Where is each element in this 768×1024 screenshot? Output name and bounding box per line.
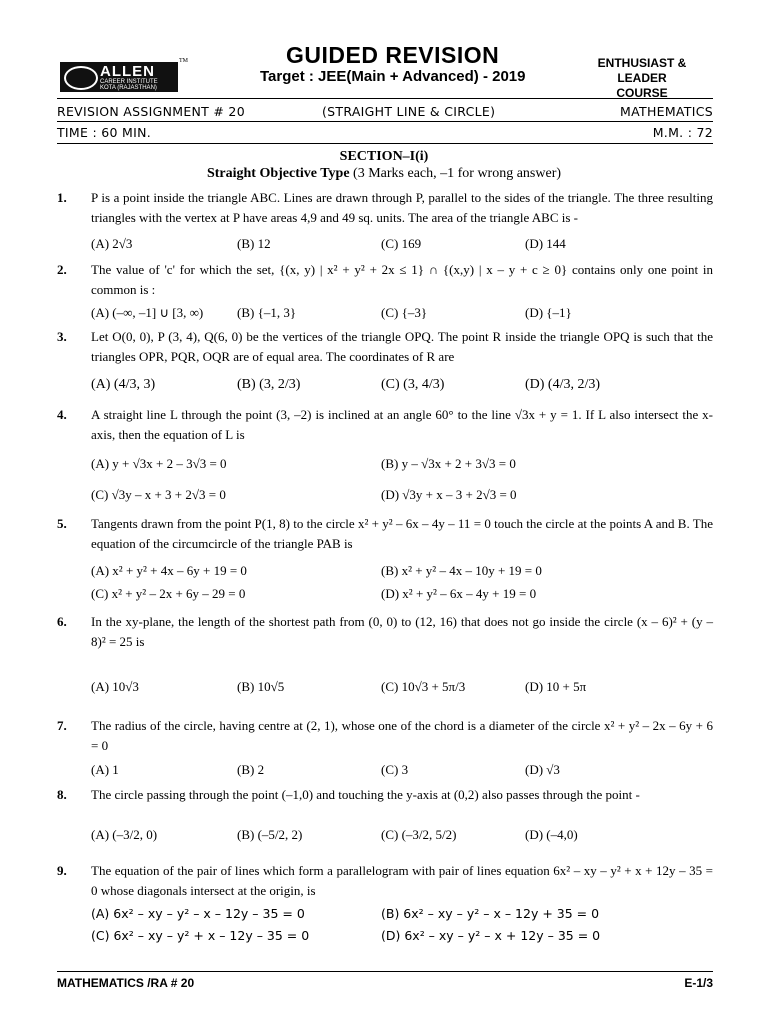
subject-label: MATHEMATICS (620, 104, 713, 119)
option-d: (D) (4/3, 2/3) (525, 377, 601, 392)
option-d: (D) 144 (525, 236, 566, 251)
option-c: (C) {–3} (381, 305, 428, 320)
option-d: (D) √3y + x – 3 + 2√3 = 0 (381, 487, 517, 502)
option-c: (C) x² + y² – 2x + 6y – 29 = 0 (91, 586, 246, 601)
option-a: (A) 2√3 (91, 236, 133, 251)
option-c: (C) 169 (381, 236, 422, 251)
logo-subtitle: CAREER INSTITUTE KOTA (RAJASTHAN) (100, 79, 158, 91)
question-text: P is a point inside the triangle ABC. Lines are drawn through P, parallel to the sides of the triangle. The three resulting triangles with the vertex at P have areas 4,9 and 49 sq. units. The area of the triangle ABC is - (91, 190, 713, 225)
page-title: GUIDED REVISION (286, 42, 500, 68)
option-b: (B) 10√5 (237, 679, 285, 694)
option-a: (A) (4/3, 3) (91, 377, 156, 392)
question-text: Tangents drawn from the point P(1, 8) to the circle x² + y² – 6x – 4y – 11 = 0 touch the circle at the points A and B. The equation of the circumcircle of the triangle PAB is (91, 516, 713, 551)
option-d: (D) 10 + 5π (525, 679, 587, 694)
option-a: (A) 10√3 (91, 679, 139, 694)
option-d: (D) x² + y² – 6x – 4y + 19 = 0 (381, 586, 537, 601)
option-a: (A) 1 (91, 762, 119, 777)
time-rule (57, 143, 713, 144)
option-d: (D) {–1} (525, 305, 572, 320)
option-d: (D) √3 (525, 762, 560, 777)
option-b: (B) y – √3x + 2 + 3√3 = 0 (381, 456, 516, 471)
info-rule (57, 121, 713, 122)
option-c: (C) 10√3 + 5π/3 (381, 679, 466, 694)
option-a: (A) 6x² – xy – y² – x – 12y – 35 = 0 (91, 906, 305, 921)
section-title: SECTION–I(i) (339, 149, 429, 164)
option-b: (B) 12 (237, 236, 271, 251)
footer-rule (57, 971, 713, 972)
logo-emblem-icon (64, 66, 98, 90)
assignment-row (57, 104, 713, 120)
option-a: (A) y + √3x + 2 – 3√3 = 0 (91, 456, 227, 471)
logo-trademark: TM (179, 58, 188, 64)
option-a: (A) (–∞, –1] ∪ [3, ∞) (91, 305, 204, 320)
option-c: (C) 6x² – xy – y² + x – 12y – 35 = 0 (91, 928, 310, 943)
option-b: (B) 6x² – xy – y² – x – 12y + 35 = 0 (381, 906, 600, 921)
time-row (57, 125, 713, 141)
option-a: (A) x² + y² + 4x – 6y + 19 = 0 (91, 563, 247, 578)
question-text: The equation of the pair of lines which form a parallelogram with pair of lines equation 6x² – xy – y² + x + 12y – 35 = 0 whose diagonals intersect at the origin, is (91, 863, 713, 898)
question-text: A straight line L through the point (3, –2) is inclined at an angle 60° to the line √3x + y = 1. If L also intersect the x-axis, then the equation of L is (91, 407, 713, 442)
logo-brand: ALLEN (100, 63, 155, 80)
question-text: In the xy-plane, the length of the shortest path from (0, 0) to (12, 16) that does not go inside the circle (x – 6)² + (y – 8)² = 25 is (91, 614, 713, 649)
time-label: TIME : 60 MIN. (57, 125, 152, 140)
page-number: E-1/3 (684, 976, 713, 990)
option-c: (C) (3, 4/3) (381, 377, 445, 392)
option-b: (B) {–1, 3} (237, 305, 297, 320)
allen-logo (60, 58, 188, 92)
option-b: (B) (3, 2/3) (237, 377, 301, 392)
question-text: The radius of the circle, having centre at (2, 1), whose one of the chord is a diameter of the circle x² + y² – 2x – 6y + 6 = 0 (91, 718, 713, 753)
question-text: Let O(0, 0), P (3, 4), Q(6, 0) be the vertices of the triangle OPQ. The point R inside the triangle OPQ is such that the triangles OPR, PQR, OQR are of equal area. The coordinates of R are (91, 329, 713, 364)
option-d: (D) (–4,0) (525, 827, 578, 842)
topic-label: (STRAIGHT LINE & CIRCLE) (322, 104, 496, 119)
option-c: (C) 3 (381, 762, 409, 777)
section-type: Straight Objective Type (3 Marks each, –1 for wrong answer) (206, 166, 562, 181)
assignment-label: REVISION ASSIGNMENT # 20 (57, 104, 245, 119)
course-label: ENTHUSIAST & LEADER COURSE (597, 56, 687, 100)
option-b: (B) x² + y² – 4x – 10y + 19 = 0 (381, 563, 542, 578)
option-b: (B) 2 (237, 762, 265, 777)
option-a: (A) (–3/2, 0) (91, 827, 158, 842)
option-c: (C) (–3/2, 5/2) (381, 827, 457, 842)
option-d: (D) 6x² – xy – y² – x + 12y – 35 = 0 (381, 928, 601, 943)
header-rule (57, 98, 713, 99)
marks-label: M.M. : 72 (652, 125, 713, 140)
question-text: The value of 'c' for which the set, {(x, y) | x² + y² + 2x ≤ 1} ∩ {(x,y) | x – y + c ≥ 0} contains only one point in common is : (91, 262, 713, 297)
footer-subject: MATHEMATICS /RA # 20 (57, 976, 195, 990)
option-c: (C) √3y – x + 3 + 2√3 = 0 (91, 487, 226, 502)
target-line: Target : JEE(Main + Advanced) - 2019 (260, 68, 526, 85)
question-text: The circle passing through the point (–1,0) and touching the y-axis at (0,2) also passes through the point - (91, 787, 640, 802)
option-b: (B) (–5/2, 2) (237, 827, 303, 842)
